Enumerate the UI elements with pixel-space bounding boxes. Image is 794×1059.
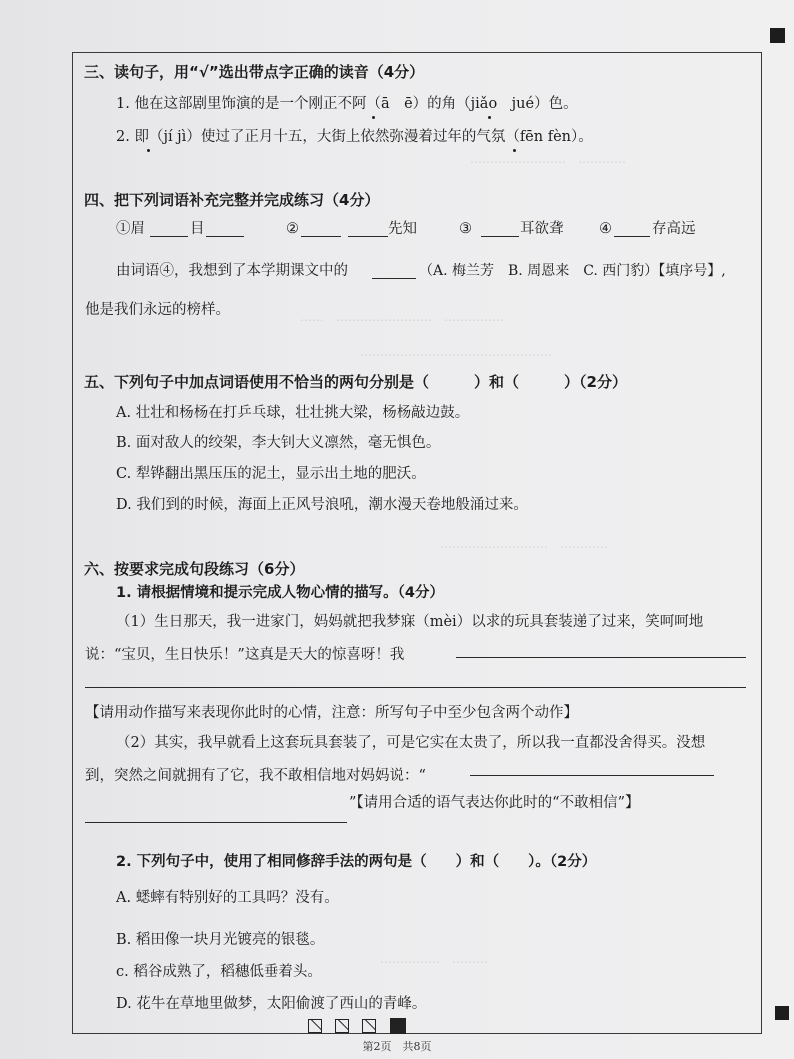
blank-line[interactable] bbox=[150, 236, 188, 237]
section4-heading: 四、把下列词语补充完整并完成练习（4分） bbox=[84, 191, 380, 209]
emphasis-dot bbox=[513, 149, 516, 152]
emphasis-dot bbox=[372, 116, 375, 119]
section5-option-d: D. 我们到的时候，海面上正风号浪吼，潮水漫天卷地般涌过来。 bbox=[116, 497, 528, 513]
registration-mark bbox=[775, 1006, 789, 1020]
scan-box bbox=[308, 1019, 322, 1033]
section6-hint1: 【请用动作描写来表现你此时的心情，注意：所写句子中至少包含两个动作】 bbox=[85, 705, 578, 721]
bleed-through-text: ………………………………………… bbox=[360, 345, 552, 359]
section3-heading: 三、读句子，用“√”选出带点字正确的读音（4分） bbox=[84, 63, 425, 81]
scan-box bbox=[335, 1019, 349, 1033]
emphasis-dot bbox=[488, 116, 491, 119]
answer-line[interactable] bbox=[85, 822, 347, 823]
answer-line[interactable] bbox=[85, 687, 746, 688]
blank-line[interactable] bbox=[614, 236, 650, 237]
idiom-4-number: ④ bbox=[599, 221, 612, 237]
idiom-3-part: 耳欲聋 bbox=[520, 221, 564, 237]
section6-p2-line2: 到，突然之间就拥有了它，我不敢相信地对妈妈说：“ bbox=[85, 768, 426, 784]
section6-sub1: 1. 请根据情境和提示完成人物心情的描写。（4分） bbox=[116, 585, 444, 601]
blank-line[interactable] bbox=[301, 236, 341, 237]
section6-p1-line1: （1）生日那天，我一进家门，妈妈就把我梦寐（mèi）以求的玩具套装递了过来，笑呵呵地 bbox=[116, 614, 704, 630]
page-number: 第2页 共8页 bbox=[362, 1040, 432, 1053]
section4-sentence-b: （A. 梅兰芳 B. 周恩来 C. 西门豹）【填序号】, bbox=[419, 263, 726, 279]
idiom-2-part: 先知 bbox=[388, 221, 417, 237]
bleed-through-text: …………………… ………… bbox=[470, 152, 627, 166]
section6-heading: 六、按要求完成句段练习（6分） bbox=[84, 560, 305, 578]
section6-sub2: 2. 下列句子中，使用了相同修辞手法的两句是（ ）和（ ）。（2分） bbox=[116, 854, 597, 870]
section5-option-b: B. 面对敌人的绞架，李大钊大义凛然，毫无惧色。 bbox=[116, 435, 441, 451]
section3-question-2: 2. 即（jí jì）使过了正月十五，大街上依然弥漫着过年的气氛（fēn fèn）。 bbox=[116, 129, 593, 145]
section6-option-c: c. 稻谷成熟了，稻穗低垂着头。 bbox=[116, 964, 322, 980]
answer-line[interactable] bbox=[456, 657, 746, 658]
idiom-3-number: ③ bbox=[459, 221, 472, 237]
bleed-through-text: ……………………… ………… bbox=[440, 537, 609, 551]
section6-option-d: D. 花牛在草地里做梦，太阳偷渡了西山的青峰。 bbox=[116, 996, 427, 1012]
section6-p2-line3: ”【请用合适的语气表达你此时的“不敢相信”】 bbox=[349, 795, 640, 811]
section5-option-c: C. 犁铧翻出黑压压的泥土，显示出土地的肥沃。 bbox=[116, 466, 426, 482]
section5-heading: 五、下列句子中加点词语使用不恰当的两句分别是（ ）和（ ）（2分） bbox=[84, 373, 627, 391]
idiom-4-part: 存高远 bbox=[652, 221, 696, 237]
registration-mark bbox=[770, 28, 785, 43]
bleed-through-text: …………… ……… bbox=[380, 952, 489, 966]
blank-line[interactable] bbox=[348, 236, 388, 237]
idiom-1-part-b: 目 bbox=[190, 221, 205, 237]
blank-line[interactable] bbox=[481, 236, 519, 237]
section5-option-a: A. 壮壮和杨杨在打乒乓球，壮壮挑大梁，杨杨敲边鼓。 bbox=[116, 405, 470, 421]
section6-option-b: B. 稻田像一块月光镀亮的银毯。 bbox=[116, 932, 325, 948]
section4-sentence-a: 由词语④，我想到了本学期课文中的 bbox=[116, 263, 348, 279]
scan-box bbox=[362, 1019, 376, 1033]
section4-sentence-c: 他是我们永远的榜样。 bbox=[85, 302, 230, 318]
scan-box-filled bbox=[390, 1018, 406, 1034]
section3-question-1: 1. 他在这部剧里饰演的是一个刚正不阿（ā ē）的角（jiǎo jué）色。 bbox=[116, 96, 578, 112]
section6-p2-line1: （2）其实，我早就看上这套玩具套装了，可是它实在太贵了，所以我一直都没舍得买。没想 bbox=[116, 735, 706, 751]
idiom-2-number: ② bbox=[286, 221, 299, 237]
answer-line[interactable] bbox=[470, 775, 714, 776]
bleed-through-text: …… …………………… …………… bbox=[300, 310, 505, 324]
idiom-1-part-a: ①眉 bbox=[116, 221, 145, 237]
section6-p1-line2: 说：“宝贝，生日快乐！”这真是天大的惊喜呀！我 bbox=[85, 647, 405, 663]
blank-line[interactable] bbox=[206, 236, 244, 237]
blank-line[interactable] bbox=[372, 278, 416, 279]
section6-option-a: A. 蟋蟀有特别好的工具吗？没有。 bbox=[116, 890, 339, 906]
emphasis-dot bbox=[147, 149, 150, 152]
